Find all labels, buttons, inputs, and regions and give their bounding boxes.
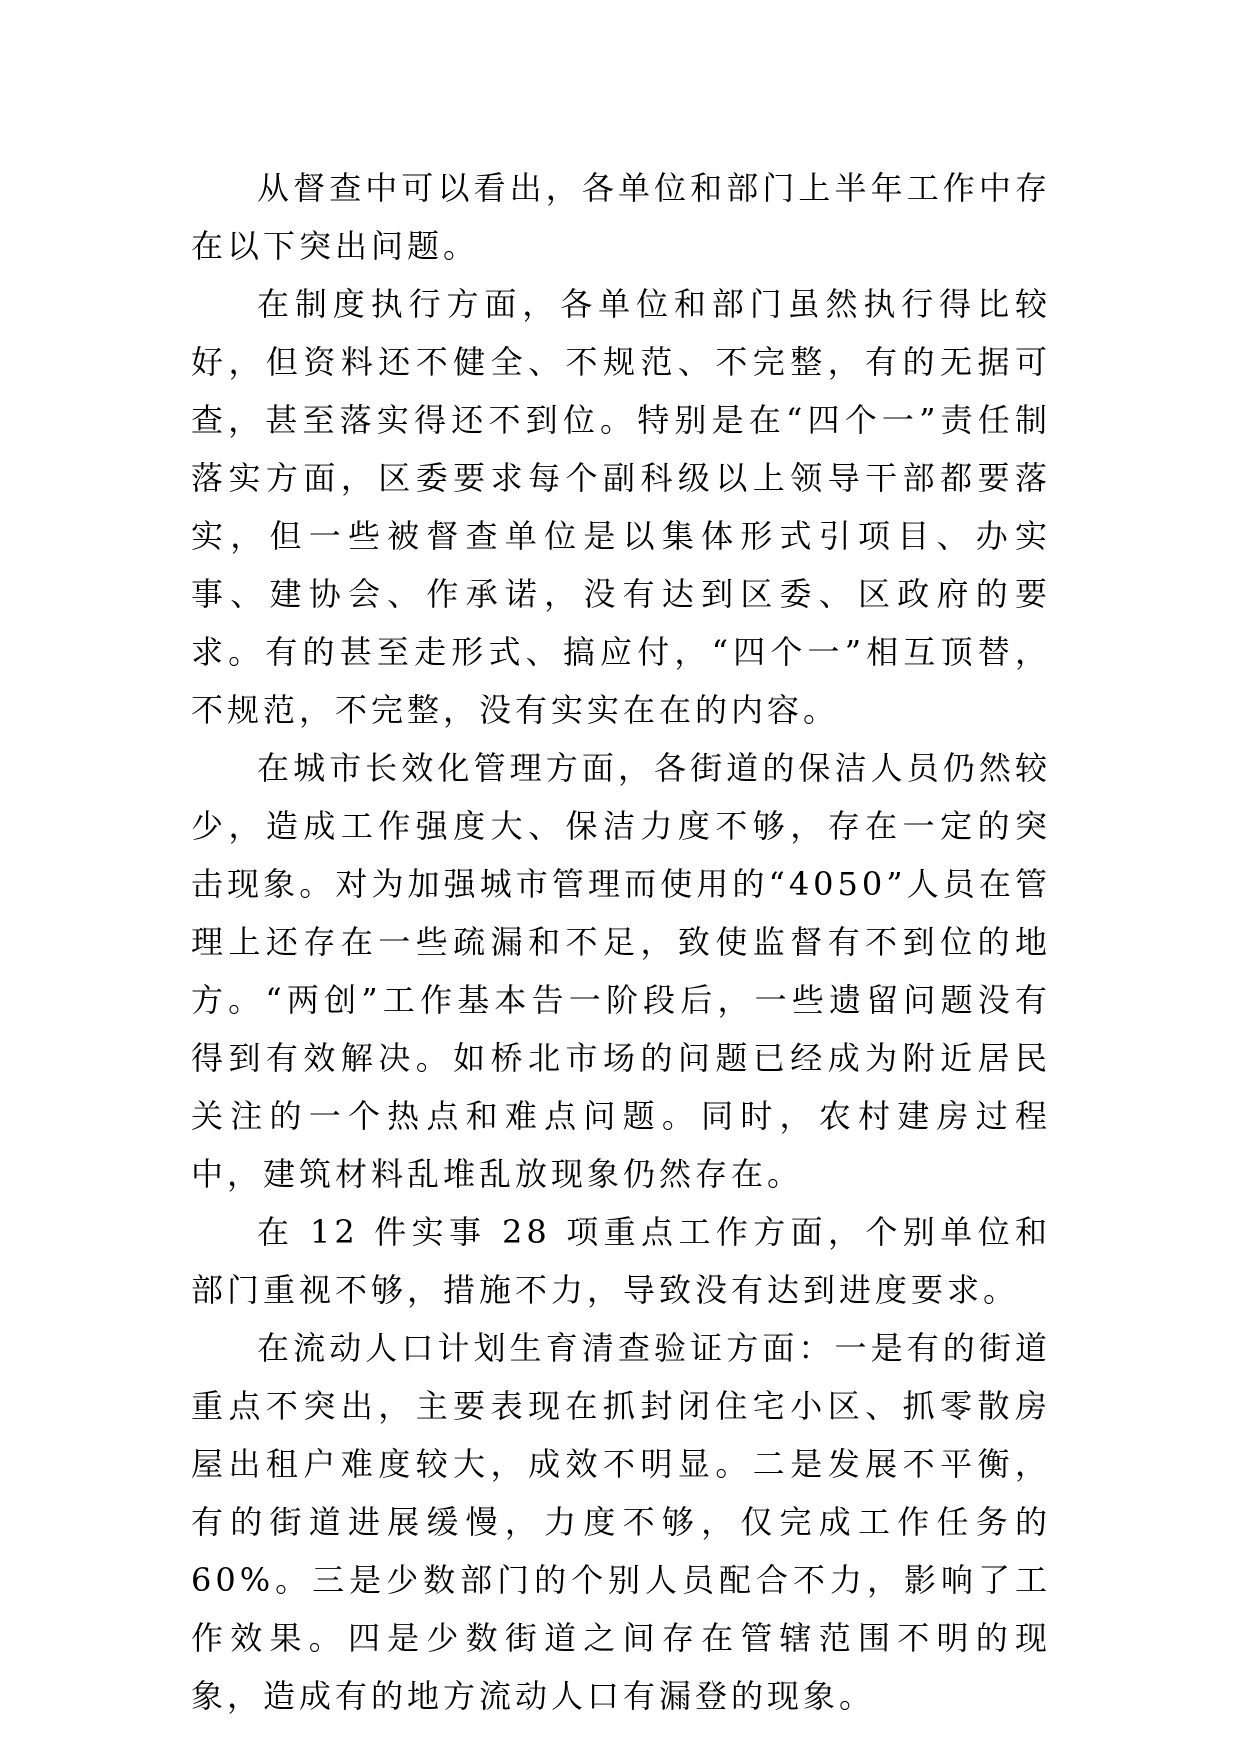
- paragraph-1: 从督查中可以看出，各单位和部门上半年工作中存在以下突出问题。: [191, 169, 1051, 265]
- document-body: [191, 159, 1051, 1725]
- paragraph-4: 在 12 件实事 28 项重点工作方面，个别单位和部门重视不够，措施不力，导致没有达到进度要求。: [191, 1213, 1051, 1309]
- paragraph-5: 在流动人口计划生育清查验证方面：一是有的街道重点不突出，主要表现在抓封闭住宅小区、抓零散房屋出租户难度较大，成效不明显。二是发展不平衡，有的街道进展缓慢，力度不够，仅完成工作任务的 60%。三是少数部门的个别人员配合不力，影响了工作效果。四是少数街道之间存在管辖范围不明的现象，造成有的地方流动人口有漏登的现象。: [191, 1329, 1051, 1715]
- paragraph-3: 在城市长效化管理方面，各街道的保洁人员仍然较少，造成工作强度大、保洁力度不够，存在一定的突击现象。对为加强城市管理而使用的“4050”人员在管理上还存在一些疏漏和不足，致使监督有不到位的地方。“两创”工作基本告一阶段后，一些遗留问题没有得到有效解决。如桥北市场的问题已经成为附近居民关注的一个热点和难点问题。同时，农村建房过程中，建筑材料乱堆乱放现象仍然存在。: [191, 749, 1051, 1193]
- paragraph-2: 在制度执行方面，各单位和部门虽然执行得比较好，但资料还不健全、不规范、不完整，有的无据可查，甚至落实得还不到位。特别是在“四个一”责任制落实方面，区委要求每个副科级以上领导干部都要落实，但一些被督查单位是以集体形式引项目、办实事、建协会、作承诺，没有达到区委、区政府的要求。有的甚至走形式、搞应付，“四个一”相互顶替，不规范，不完整，没有实实在在的内容。: [191, 285, 1051, 729]
